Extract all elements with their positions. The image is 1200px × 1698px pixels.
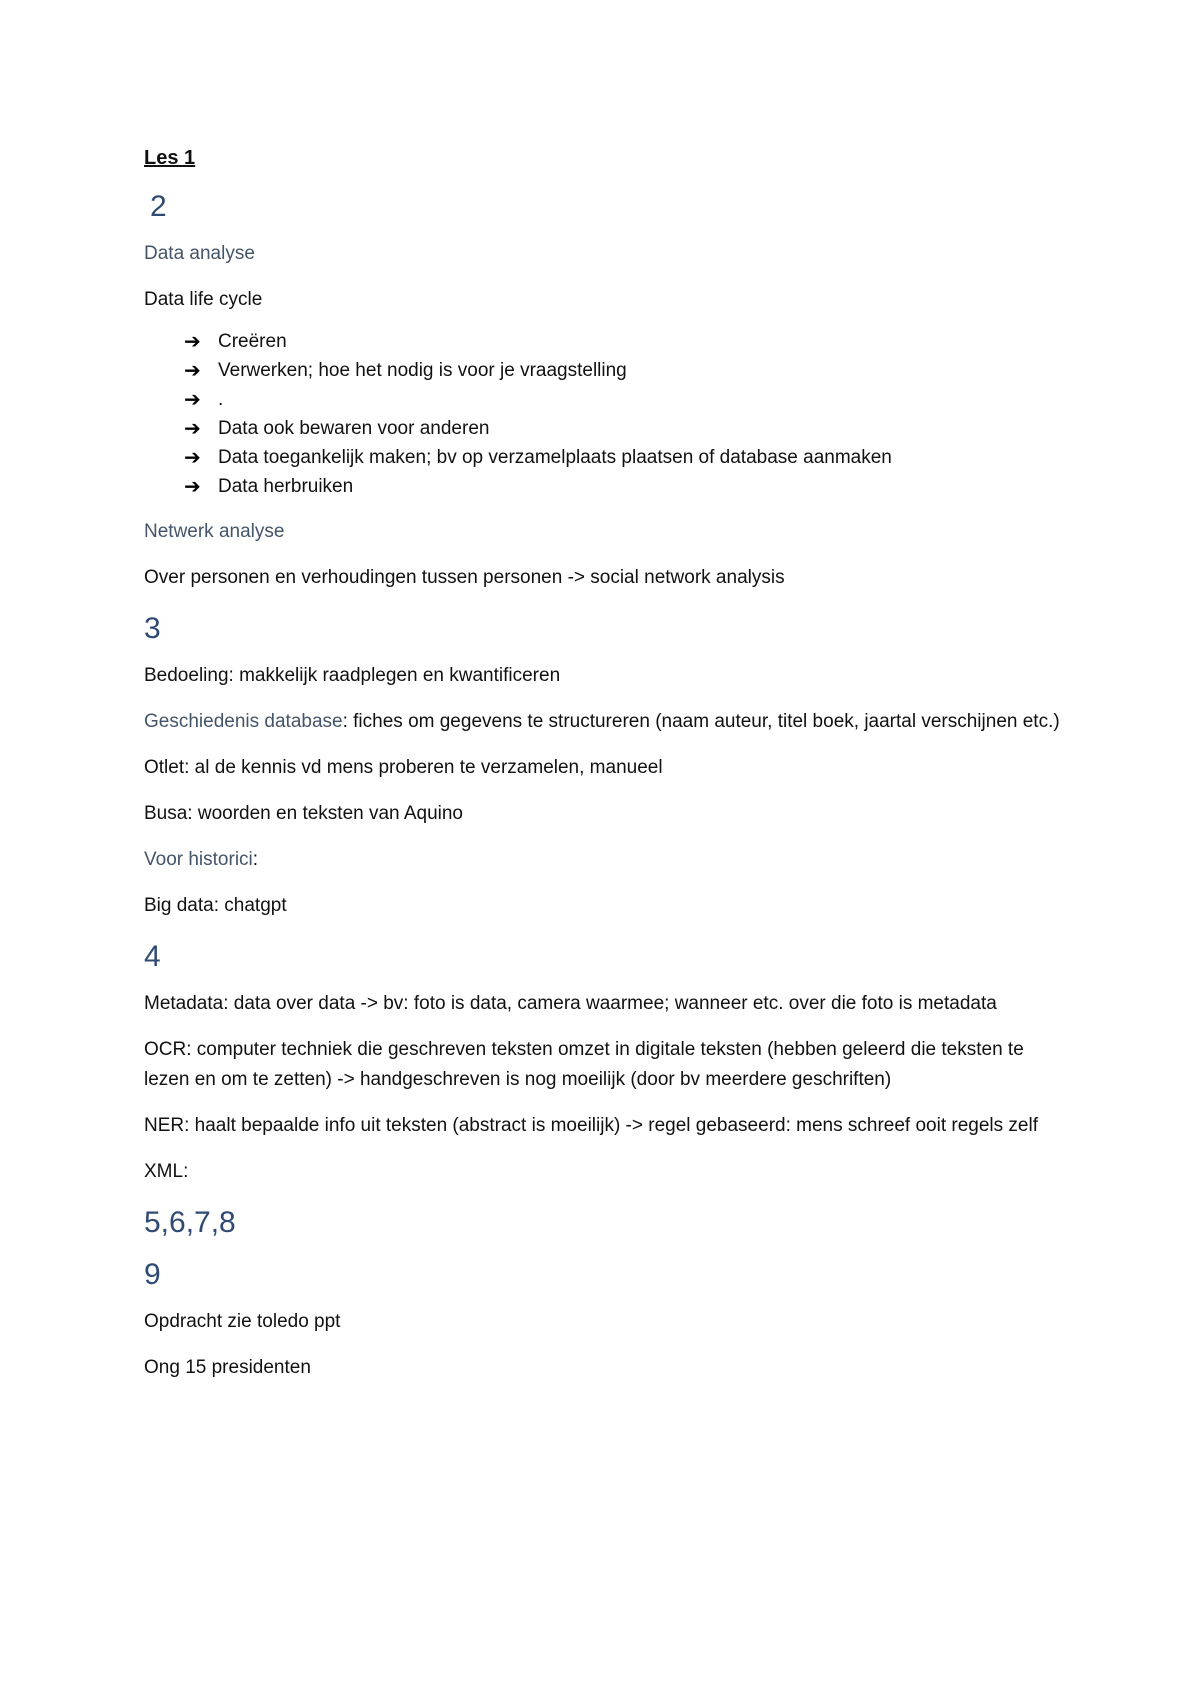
section-heading-3: 3 [144,612,161,645]
paragraph-ocr: OCR: computer techniek die geschreven teksten omzet in digitale teksten (hebben geleerd die teksten te lezen en om te zetten) -> handgeschreven is nog moeilijk (door bv meerdere geschriften) [144,1039,1024,1090]
geschiedenis-text: : fiches om gegevens te structureren (naam auteur, titel boek, jaartal verschijnen etc.) [342,711,1060,732]
paragraph-ner: NER: haalt bepaalde info uit teksten (abstract is moeilijk) -> regel gebaseerd: mens schreef ooit regels zelf [144,1115,1038,1136]
paragraph-historici [144,845,1074,875]
paragraph-geschiedenis [144,707,1074,737]
paragraph-data-life-cycle: Data life cycle [144,289,263,310]
list-item-text: Verwerken; hoe het nodig is voor je vraagstelling [218,360,627,381]
paragraph-xml: XML: [144,1161,189,1182]
paragraph-bedoeling: Bedoeling: makkelijk raadplegen en kwantificeren [144,665,561,686]
list-item-text: Creëren [218,331,287,352]
list-item [184,472,1080,501]
arrow-right-icon: ➔ [184,445,201,469]
arrow-right-icon: ➔ [184,358,201,382]
life-cycle-list [144,327,1080,501]
document-title: Les 1 [144,147,196,169]
list-item-text: Data toegankelijk maken; bv op verzamelplaats plaatsen of database aanmaken [218,447,892,468]
historici-colon: : [252,849,259,870]
section-heading-2: 2 [150,190,167,223]
list-item [184,443,1080,472]
section-heading-9: 9 [144,1258,161,1291]
subheading-data-analyse: Data analyse [144,243,255,264]
section-heading-4: 4 [144,940,161,973]
paragraph-opdracht: Opdracht zie toledo ppt [144,1311,341,1332]
inline-heading-geschiedenis: Geschiedenis database [144,711,343,732]
arrow-right-icon: ➔ [184,474,201,498]
paragraph-netwerk: Over personen en verhoudingen tussen personen -> social network analysis [144,567,785,588]
section-heading-5678: 5,6,7,8 [144,1206,236,1239]
inline-heading-historici: Voor historici [144,849,253,870]
subheading-netwerk-analyse: Netwerk analyse [144,521,285,542]
paragraph-busa: Busa: woorden en teksten van Aquino [144,803,464,824]
arrow-right-icon: ➔ [184,329,201,353]
arrow-right-icon: ➔ [184,416,201,440]
paragraph-metadata: Metadata: data over data -> bv: foto is data, camera waarmee; wanneer etc. over die foto is metadata [144,993,997,1014]
list-item-text: . [218,389,224,410]
arrow-right-icon: ➔ [184,387,201,411]
list-item [184,414,1080,443]
list-item [184,327,1080,356]
list-item-text: Data herbruiken [218,476,354,497]
list-item [184,356,1080,385]
list-item-text: Data ook bewaren voor anderen [218,418,490,439]
list-item [184,385,1080,414]
paragraph-presidenten: Ong 15 presidenten [144,1357,311,1378]
paragraph-otlet: Otlet: al de kennis vd mens proberen te verzamelen, manueel [144,757,663,778]
paragraph-bigdata: Big data: chatgpt [144,895,287,916]
